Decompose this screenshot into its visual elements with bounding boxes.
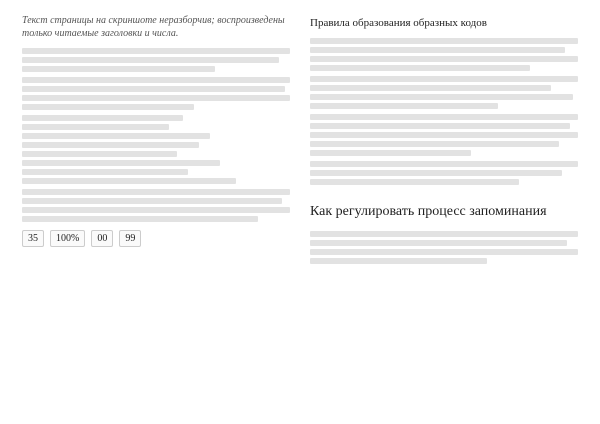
left-column	[22, 14, 290, 414]
section-text-blocks	[310, 231, 578, 264]
list-placeholder	[310, 76, 578, 109]
transcription-note: Текст страницы на скриншоте неразборчив; воспроизведены только читаемые заголовки и числа.	[22, 15, 285, 39]
right-text-blocks	[310, 38, 578, 185]
rules-heading: Правила образования образных кодов	[310, 17, 487, 29]
paragraph-placeholder	[22, 48, 290, 72]
list-placeholder	[310, 114, 578, 156]
left-text-blocks	[22, 48, 290, 222]
legible-numbers	[22, 230, 290, 247]
paragraph-placeholder	[22, 77, 290, 110]
paragraph-placeholder	[22, 189, 290, 222]
list-placeholder	[22, 115, 290, 184]
number-token: 35	[22, 230, 44, 247]
list-placeholder	[310, 38, 578, 71]
list-placeholder	[310, 161, 578, 185]
number-token: 99	[119, 230, 141, 247]
right-column	[310, 14, 578, 414]
number-token: 00	[91, 230, 113, 247]
number-token: 100%	[50, 230, 85, 247]
paragraph-placeholder	[310, 231, 578, 264]
section-title: Как регулировать процесс запоминания	[310, 204, 547, 220]
